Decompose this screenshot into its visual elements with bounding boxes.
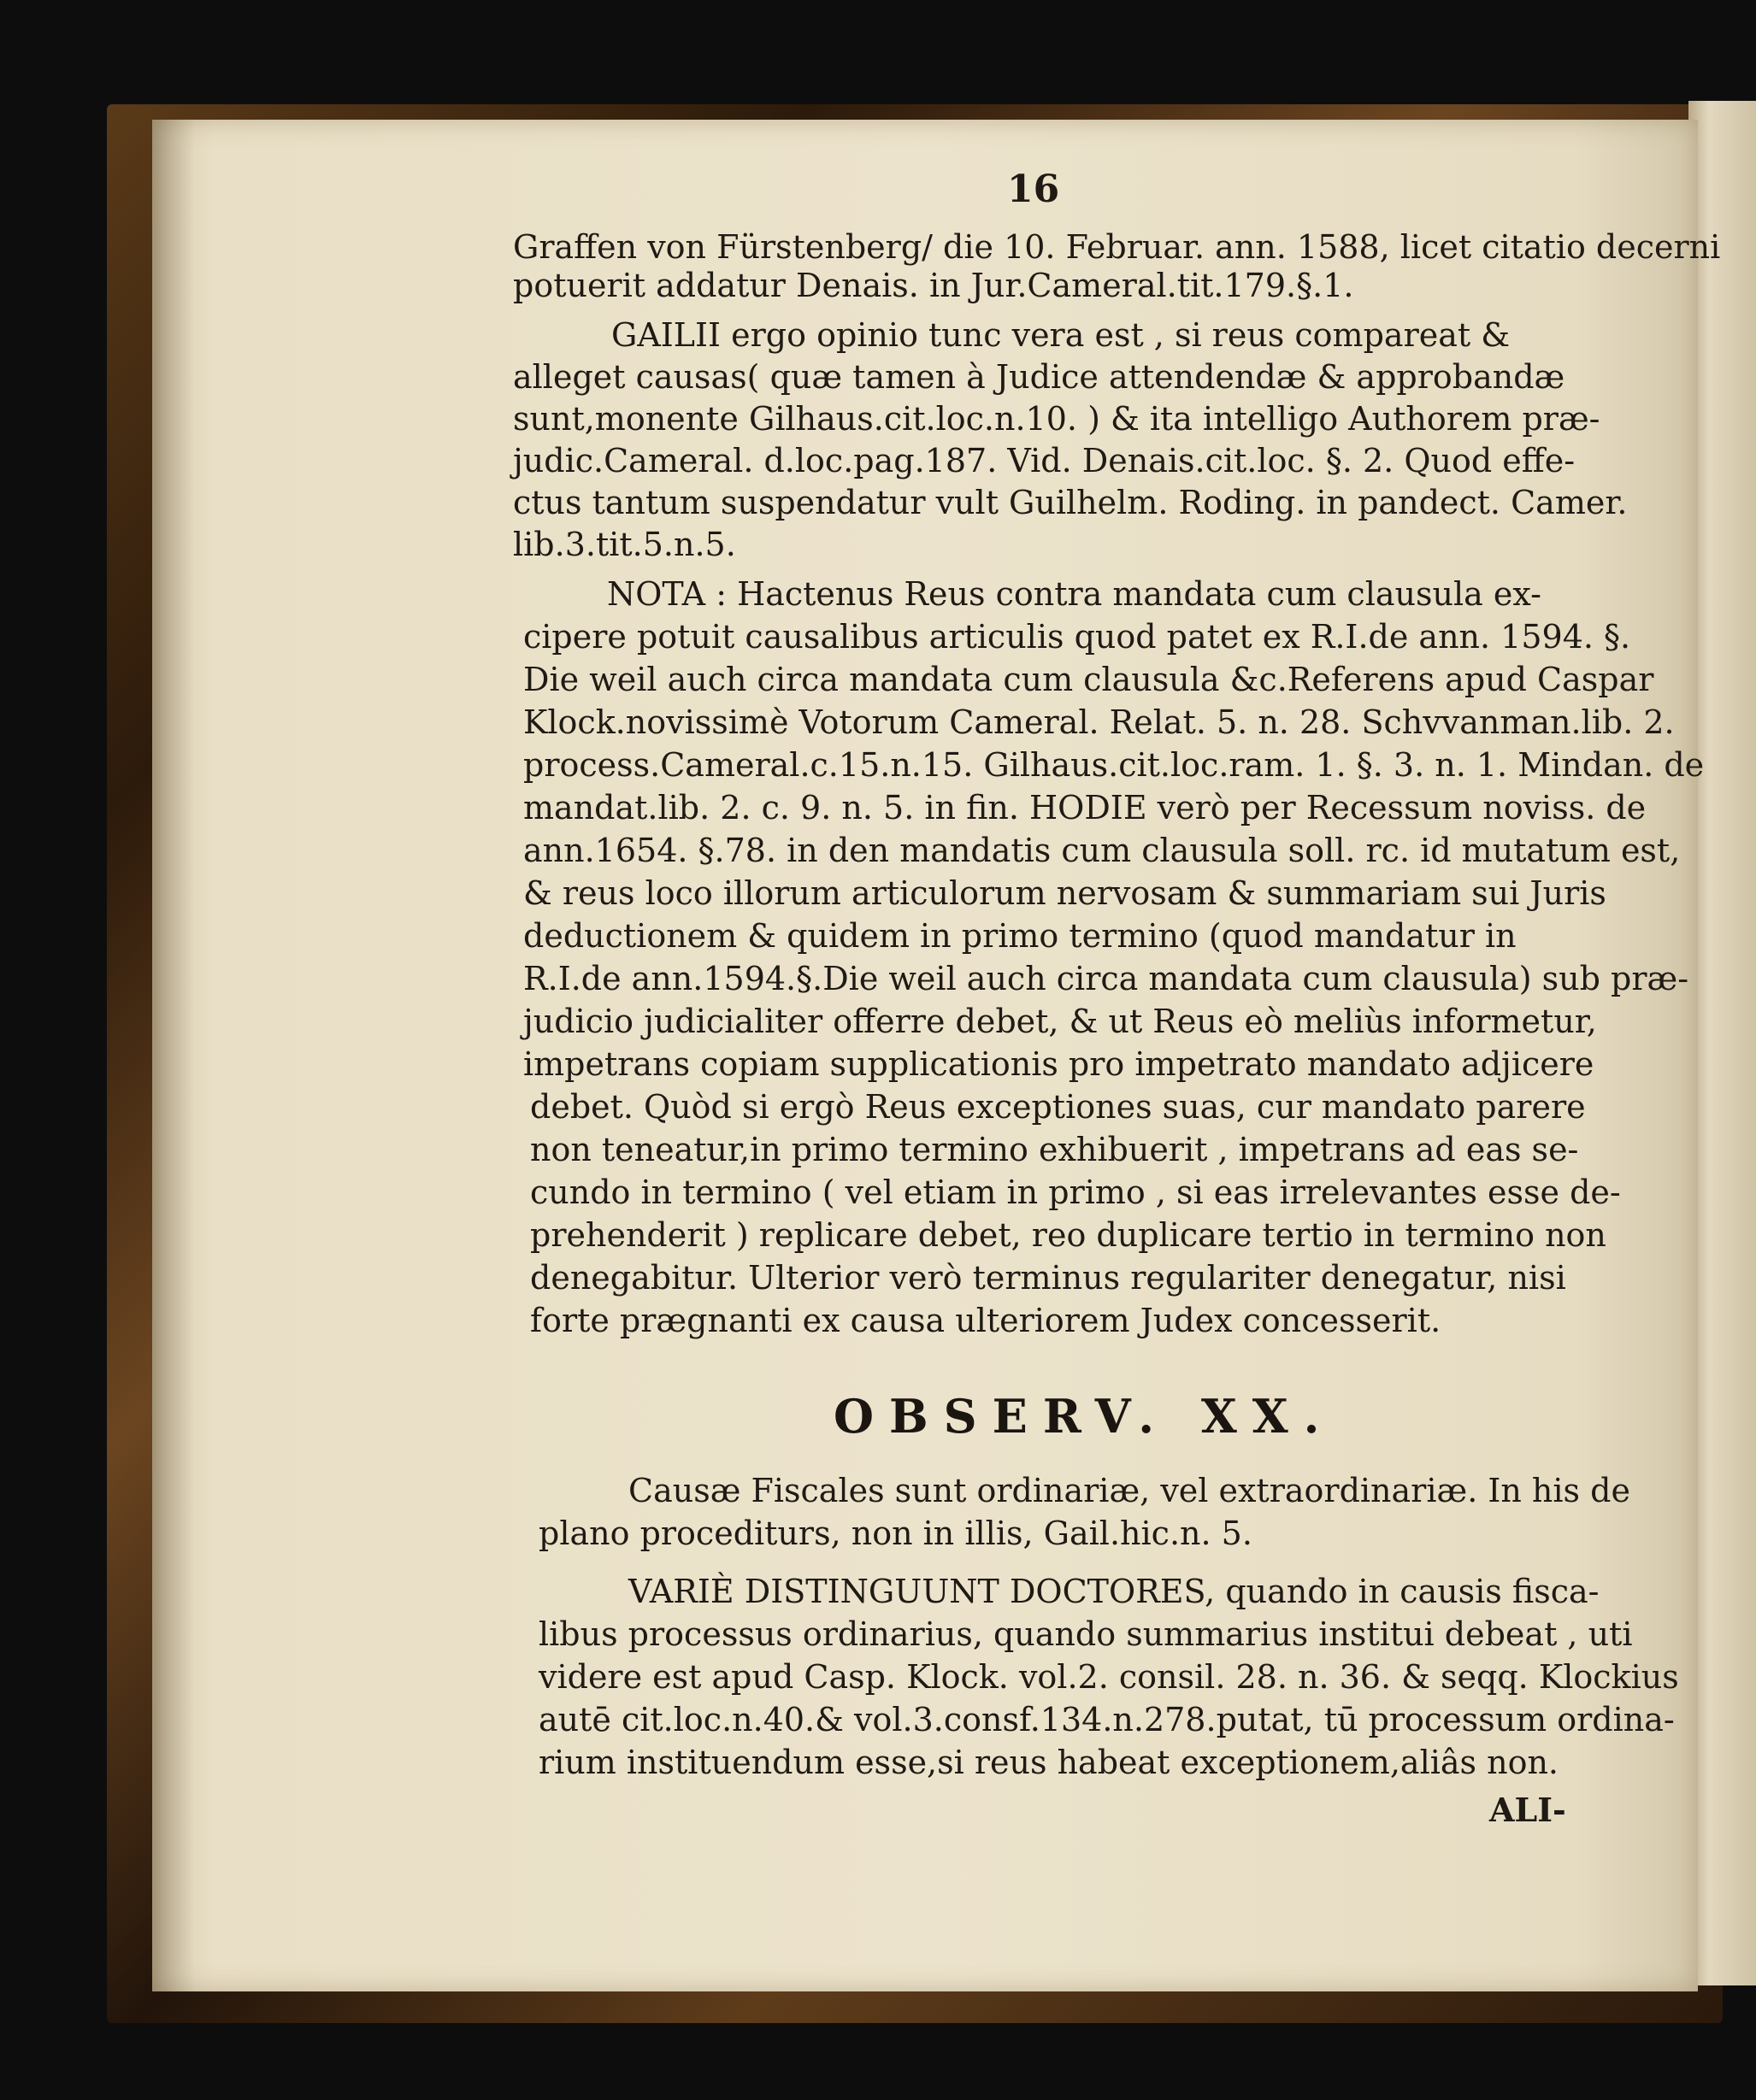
text-line: Causæ Fiscales sunt ordinariæ, vel extraordinariæ. In his de — [628, 1472, 1630, 1509]
text-line: rium instituendum esse,si reus habeat exceptionem,aliâs non. — [539, 1744, 1559, 1781]
text-line: debet. Quòd si ergò Reus exceptiones suas, cur mandato parere — [530, 1088, 1586, 1126]
text-line: ctus tantum suspendatur vult Guilhelm. Roding. in pandect. Camer. — [513, 484, 1628, 521]
text-line: alleget causas( quæ tamen à Judice attendendæ & approbandæ — [513, 358, 1565, 396]
section-heading: OBSERV. XX. — [834, 1389, 1335, 1444]
text-line: Klock.novissimè Votorum Cameral. Relat. 5. n. 28. Schvvanman.lib. 2. — [523, 703, 1675, 741]
text-line: R.I.de ann.1594.§.Die weil auch circa mandata cum clausula) sub præ- — [523, 960, 1689, 997]
text-line: videre est apud Casp. Klock. vol.2. consil. 28. n. 36. & seqq. Klockius — [539, 1658, 1679, 1696]
text-line: potuerit addatur Denais. in Jur.Cameral.tit.179.§.1. — [513, 267, 1354, 304]
text-line: VARIÈ DISTINGUUNT DOCTORES, quando in causis fisca- — [628, 1573, 1600, 1610]
catchword: ALI- — [1489, 1791, 1566, 1829]
page-edges — [1688, 101, 1756, 1985]
text-line: cipere potuit causalibus articulis quod patet ex R.I.de ann. 1594. §. — [523, 618, 1631, 656]
text-line: denegabitur. Ulterior verò terminus regulariter denegatur, nisi — [530, 1259, 1566, 1297]
text-line: plano procediturs, non in illis, Gail.hic.n. 5. — [539, 1515, 1252, 1552]
text-line: autē cit.loc.n.40.& vol.3.consf.134.n.278.putat, tū processum ordina- — [539, 1701, 1675, 1738]
text-line: Graffen von Fürstenberg/ die 10. Februar. ann. 1588, licet citatio decerni — [513, 228, 1721, 266]
text-line: NOTA : Hactenus Reus contra mandata cum clausula ex- — [607, 575, 1541, 613]
text-line: judicio judicialiter offerre debet, & ut Reus eò meliùs informetur, — [523, 1003, 1597, 1040]
text-line: libus processus ordinarius, quando summarius institui debeat , uti — [539, 1615, 1633, 1653]
text-line: judic.Cameral. d.loc.pag.187. Vid. Denais.cit.loc. §. 2. Quod effe- — [513, 442, 1576, 479]
page-number: 16 — [1007, 168, 1060, 211]
gutter-shadow — [152, 120, 195, 1991]
text-line: forte prægnanti ex causa ulteriorem Judex concesserit. — [530, 1302, 1441, 1339]
text-line: Die weil auch circa mandata cum clausula &c.Referens apud Caspar — [523, 661, 1654, 698]
text-line: impetrans copiam supplicationis pro impetrato mandato adjicere — [523, 1045, 1594, 1083]
text-line: prehenderit ) replicare debet, reo duplicare tertio in termino non — [530, 1216, 1606, 1254]
text-line: GAILII ergo opinio tunc vera est , si reus compareat & — [611, 316, 1511, 354]
text-line: & reus loco illorum articulorum nervosam & summariam sui Juris — [523, 874, 1606, 912]
text-line: process.Cameral.c.15.n.15. Gilhaus.cit.loc.ram. 1. §. 3. n. 1. Mindan. de — [523, 746, 1705, 784]
text-line: non teneatur,in primo termino exhibuerit , impetrans ad eas se- — [530, 1131, 1579, 1168]
text-line: ann.1654. §.78. in den mandatis cum clausula soll. rc. id mutatum est, — [523, 832, 1681, 869]
text-line: deductionem & quidem in primo termino (quod mandatur in — [523, 917, 1517, 955]
text-line: cundo in termino ( vel etiam in primo , si eas irrelevantes esse de- — [530, 1174, 1621, 1211]
text-line: lib.3.tit.5.n.5. — [513, 526, 736, 563]
text-line: sunt,monente Gilhaus.cit.loc.n.10. ) & ita intelligo Authorem præ- — [513, 400, 1600, 438]
text-line: mandat.lib. 2. c. 9. n. 5. in fin. HODIE verò per Recessum noviss. de — [523, 789, 1647, 826]
